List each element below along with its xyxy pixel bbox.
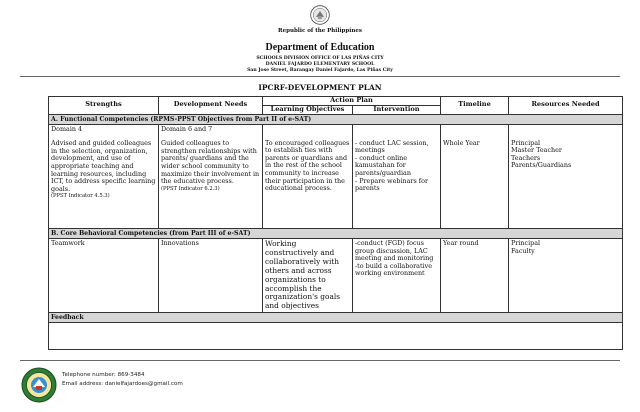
strength-text: Advised and guided colleagues in the selection, organization, development, and use of appropriate teaching and learning resources, including ICT, to address specific learning goals. xyxy=(51,139,156,193)
col-resources-needed: Resources Needed xyxy=(509,97,623,115)
feedback-row xyxy=(49,323,623,350)
feedback-cell xyxy=(49,323,623,350)
table-row xyxy=(49,124,623,228)
development-plan-table xyxy=(48,96,623,350)
list-item: - conduct online kamustahan for parents/guardian xyxy=(355,153,411,178)
col-learning-objectives: Learning Objectives xyxy=(263,105,353,114)
list-item: -conduct (FGD) focus group discussion, LAC meeting and monitoring xyxy=(355,239,434,263)
telephone-number: Telephone number: 869-3484 xyxy=(62,372,145,378)
timeline-cell xyxy=(441,124,509,228)
list-item: Master Teacher xyxy=(511,146,562,155)
learning-objectives-text: To encouraged colleagues to establish ties with parents or guardians and in the rest of the school community to increase their participation in the educational process. xyxy=(265,138,350,193)
resources-cell xyxy=(509,239,623,313)
need-cell xyxy=(159,124,263,228)
list-item: Parents/Guardians xyxy=(511,161,572,170)
department-title: Department of Education xyxy=(265,42,375,53)
objectives-cell: Working constructively and collaboratively with others and across organizations to accomplish the organization's goals and objectives xyxy=(263,239,353,313)
school-name: DANIEL FAJARDO ELEMENTARY SCHOOL xyxy=(265,62,375,67)
table-row xyxy=(49,239,623,313)
list-item: Principal xyxy=(511,138,541,147)
objectives-cell xyxy=(263,124,353,228)
section-a-title: A. Functional Competencies (RPMS-PPST Objectives from Part II of e-SAT) xyxy=(49,114,623,124)
section-b-title: B. Core Behavioral Competencies (from Part III of e-SAT) xyxy=(49,228,623,238)
timeline-cell: Year round xyxy=(441,239,509,313)
list-item: Faculty xyxy=(511,246,535,255)
feedback-label: Feedback xyxy=(49,313,623,323)
need-cell: Innovations xyxy=(159,239,263,313)
plan-title: IPCRF-DEVELOPMENT PLAN xyxy=(258,83,382,92)
school-address: San Jose Street, Barangay Daniel Fajardo, Las Piñas City xyxy=(247,68,393,73)
need-domain: Domain 6 and 7 xyxy=(161,124,213,133)
list-item: -to build a collaborative working environment xyxy=(355,261,432,278)
list-item: - Prepare webinars for parents xyxy=(355,176,429,193)
school-logo-icon xyxy=(21,367,57,403)
list-item: Principal xyxy=(511,239,541,248)
division-office: SCHOOLS DIVISION OFFICE OF LAS PIÑAS CITY xyxy=(256,56,384,61)
need-indicator: (PPST Indicator 6.2.3) xyxy=(161,185,220,192)
list-item: Teachers xyxy=(511,153,541,162)
intervention-cell xyxy=(353,124,441,228)
list-item: - conduct LAC session, meetings xyxy=(355,138,429,155)
republic-label: Republic of the Philippines xyxy=(278,28,362,34)
col-action-plan: Action Plan xyxy=(263,97,441,106)
strength-domain: Domain 4 xyxy=(51,124,83,133)
footer-divider xyxy=(20,360,620,361)
strength-indicator: (PPST Indicator 4.5.3) xyxy=(51,193,110,200)
need-text: Guided colleagues to strengthen relationships with parents/ guardians and the wider school community to maximize their involvement in the educative process. xyxy=(161,139,260,186)
header-divider xyxy=(20,76,620,77)
intervention-cell xyxy=(353,239,441,313)
strength-cell xyxy=(49,124,159,228)
col-intervention: Intervention xyxy=(353,105,441,114)
strength-cell: Teamwork xyxy=(49,239,159,313)
col-strengths: Strengths xyxy=(49,97,159,115)
resources-cell xyxy=(509,124,623,228)
col-timeline: Timeline xyxy=(441,97,509,115)
col-development-needs: Development Needs xyxy=(159,97,263,115)
email-address: Email address: danielfajardoes@gmail.com xyxy=(62,381,183,387)
deped-seal-icon xyxy=(310,5,330,25)
timeline-text: Whole Year xyxy=(443,138,480,147)
